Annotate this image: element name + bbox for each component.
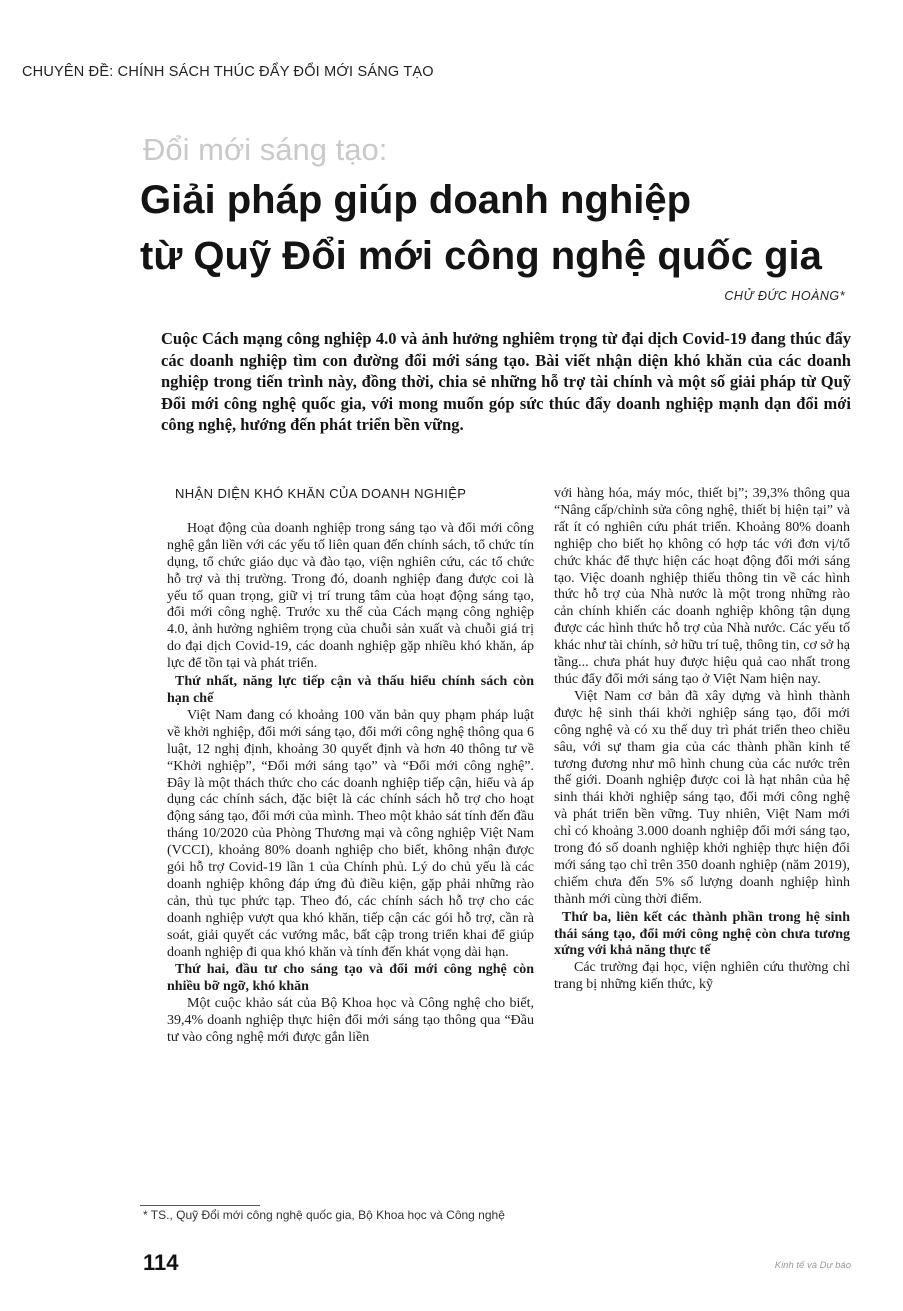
body-paragraph: Hoạt động của doanh nghiệp trong sáng tạo và đổi mới công nghệ gắn liền với các yếu tố liên quan đến chính sách, tổ chức tín dụng, tổ chức giáo dục và đào tạo, viện nghiên cứu, các tổ chức hỗ trợ và thị trường. Trong đó, doanh nghiệp đang được coi là yếu tố quan trọng, giữ vị trí trung tâm của hoạt động sáng tạo, đổi mới công nghệ. Trước xu thế của Cách mạng công nghiệp 4.0, ảnh hưởng nghiêm trọng của chuỗi sản xuất và chuỗi giá trị do đại dịch Covid-19, các doanh nghiệp gặp nhiều khó khăn, áp lực để tồn tại và phát triển. [167, 520, 534, 672]
journal-name: Kinh tế và Dự báo [774, 1260, 851, 1271]
page-number: 114 [143, 1250, 179, 1275]
author-footnote: * TS., Quỹ Đổi mới công nghệ quốc gia, Bộ Khoa học và Công nghệ [143, 1208, 505, 1222]
subsection-heading-2: Thứ hai, đầu tư cho sáng tạo và đổi mới công nghệ còn nhiều bỡ ngỡ, khó khăn [167, 962, 534, 995]
footnote-divider [140, 1205, 260, 1206]
subsection-heading-1: Thứ nhất, năng lực tiếp cận và thấu hiểu chính sách còn hạn chế [167, 674, 534, 706]
body-paragraph: Các trường đại học, viện nghiên cứu thường chỉ trang bị những kiến thức, kỹ [554, 960, 850, 993]
section-label: CHUYÊN ĐỀ: CHÍNH SÁCH THÚC ĐẨY ĐỔI MỚI SÁNG TẠO [22, 64, 434, 80]
article-kicker: Đổi mới sáng tạo: [143, 132, 388, 167]
article-abstract: Cuộc Cách mạng công nghiệp 4.0 và ảnh hưởng nghiêm trọng từ đại dịch Covid-19 đang thúc đẩy các doanh nghiệp tìm con đường đổi mới sáng tạo. Bài viết nhận diện khó khăn của các doanh nghiệp trong tiến trình này, đồng thời, chia sẻ những hỗ trợ tài chính và một số giải pháp từ Quỹ Đổi mới công nghệ quốc gia, với mong muốn góp sức thúc đẩy doanh nghiệp mạnh dạn đổi mới công nghệ, hướng đến phát triển bền vững. [161, 329, 851, 435]
section-heading: NHẬN DIỆN KHÓ KHĂN CỦA DOANH NGHIỆP [175, 486, 467, 501]
article-title [140, 172, 880, 284]
body-paragraph: với hàng hóa, máy móc, thiết bị”; 39,3% thông qua “Nâng cấp/chỉnh sửa công nghệ, thiết bị hiện tại” và rất ít có nghiên cứu phát triển. Khoảng 80% doanh nghiệp cho biết họ không có hợp tác với đơn vị/tổ chức khác để thực hiện các hoạt động đổi mới sáng tạo. Việc doanh nghiệp thiếu thông tin về các hình thức hỗ trợ của Nhà nước là một trong những rào cản chính khiến các doanh nghiệp không tận dụng được các hình thức hỗ trợ của Nhà nước. Các yếu tố khác như tài chính, sở hữu trí tuệ, thông tin, cơ sở hạ tầng... chưa phát huy được hiệu quả cao nhất trong thúc đẩy đổi mới sáng tạo ở Việt Nam hiện nay. [554, 486, 850, 687]
author-byline: CHỬ ĐỨC HOÀNG* [724, 289, 845, 303]
body-paragraph: Việt Nam đang có khoảng 100 văn bản quy phạm pháp luật về khởi nghiệp, đổi mới sáng tạo, đổi mới công nghệ thông qua 6 luật, 12 nghị định, khoảng 30 quyết định và hơn 40 thông tư về “Khởi nghiệp”, “Đổi mới sáng tạo” và “Đổi mới công nghệ”. Đây là một thách thức cho các doanh nghiệp tiếp cận, hiểu và áp dụng các chính sách, đặc biệt là các chính sách hỗ trợ cho hoạt động sáng tạo, đổi mới của mình. Theo một khảo sát tính đến đầu tháng 10/2020 của Phòng Thương mại và công nghiệp Việt Nam (VCCI), khoảng 80% doanh nghiệp cho biết, không nhận được gói hỗ trợ Covid-19 lần 1 của Chính phủ. Lý do chủ yếu là các doanh nghiệp không đáp ứng đủ điều kiện, gặp phải những rào cản, thủ tục phức tạp. Theo đó, các chính sách hỗ trợ cho các doanh nghiệp vượt qua khó khăn, tiếp cận các gói hỗ trợ, cần rà soát, giải quyết các vướng mắc, bất cập trong triển khai để giúp doanh nghiệp đi qua khó khăn và tính đến khát vọng dài hạn. [167, 707, 534, 960]
body-paragraph: Việt Nam cơ bản đã xây dựng và hình thành được hệ sinh thái khởi nghiệp sáng tạo, đổi mới công nghệ và có xu thế duy trì phát triển theo chiều sâu, với sự tham gia của các thành phần kinh tế tương đương như mô hình chung của các nước trên thế giới. Doanh nghiệp được coi là hạt nhân của hệ sinh thái khởi nghiệp sáng tạo, đổi mới công nghệ và phát triển bền vững. Tuy nhiên, Việt Nam mới chỉ có khoảng 3.000 doanh nghiệp đổi mới sáng tạo, trong đó số doanh nghiệp khởi nghiệp thực hiện đổi mới sáng tạo chỉ trên 350 doanh nghiệp (năm 2019), chiếm chưa đến 5% số lượng doanh nghiệp hình thành mới cùng thời điểm. [554, 688, 850, 907]
body-paragraph: Một cuộc khảo sát của Bộ Khoa học và Công nghệ cho biết, 39,4% doanh nghiệp thực hiện đổi mới sáng tạo thông qua “Đầu tư vào công nghệ mới được gắn liền [167, 996, 534, 1046]
body-column-right [554, 486, 850, 994]
body-column-left [167, 486, 534, 1047]
subsection-heading-3: Thứ ba, liên kết các thành phần trong hệ sinh thái sáng tạo, đổi mới công nghệ còn chưa tương xứng với khả năng thực tế [554, 909, 850, 959]
article-title-line-1: Giải pháp giúp doanh nghiệp [140, 178, 692, 222]
article-title-line-2: từ Quỹ Đổi mới công nghệ quốc gia [140, 234, 822, 278]
